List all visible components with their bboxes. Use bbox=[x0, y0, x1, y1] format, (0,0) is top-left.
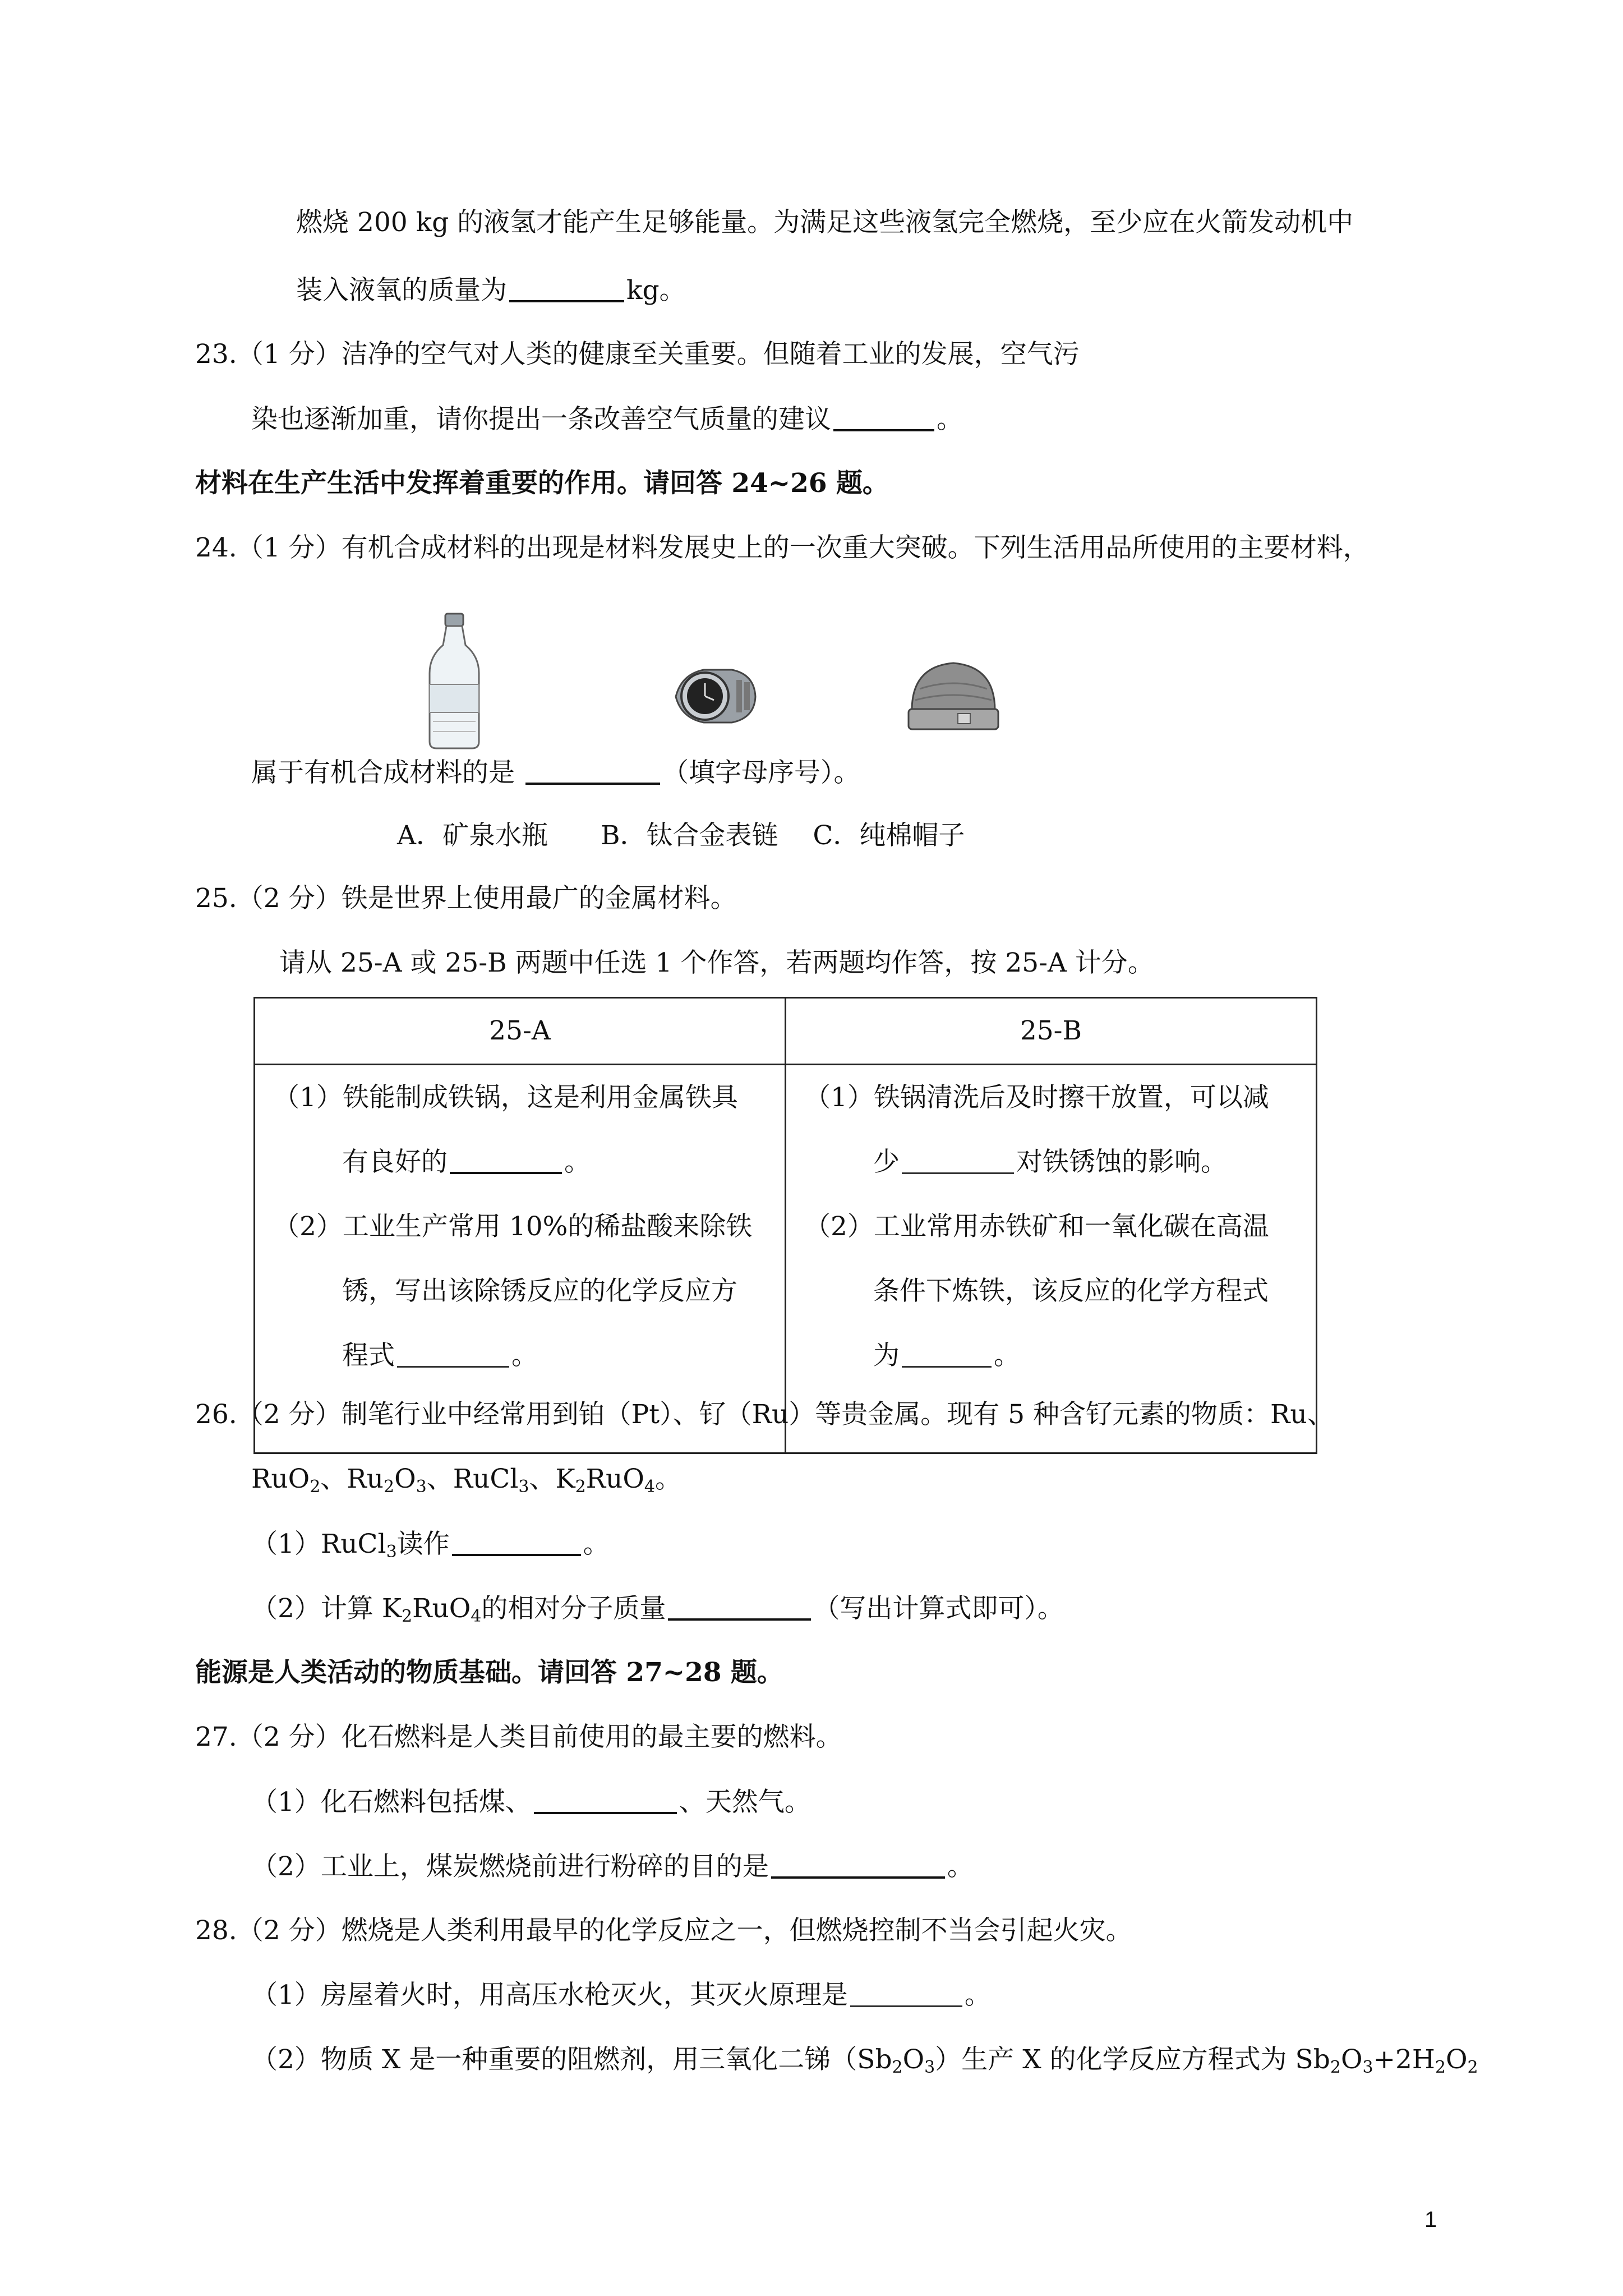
subscript: 2 bbox=[310, 1477, 321, 1497]
subscript: 4 bbox=[471, 1607, 482, 1626]
answer-blank[interactable] bbox=[902, 1339, 992, 1368]
q25a-item2-end: 。 bbox=[511, 1340, 538, 1371]
q25a-item1-line2 bbox=[342, 1130, 591, 1194]
q25a-item2-line1: （2）工业生产常用 10%的稀盐酸来除铁 bbox=[273, 1211, 753, 1242]
formula-text: RuO bbox=[585, 1464, 644, 1494]
page-number: 1 bbox=[1424, 2207, 1437, 2232]
q25-header-b: 25-B bbox=[786, 998, 1317, 1065]
q26-part2 bbox=[251, 1591, 1064, 1626]
q27-part1-end: 、天然气。 bbox=[679, 1787, 811, 1818]
q26-part2-hint: （写出计算式即可）。 bbox=[813, 1593, 1064, 1624]
subscript: 3 bbox=[518, 1477, 529, 1497]
q25a-item1-line1: （1）铁能制成铁锅，这是利用金属铁具 bbox=[273, 1082, 738, 1113]
formula-text: 、K bbox=[529, 1464, 575, 1494]
q27-part2-text: （2）工业上，煤炭燃烧前进行粉碎的目的是 bbox=[251, 1851, 769, 1882]
answer-blank[interactable] bbox=[833, 402, 934, 431]
answer-blank[interactable] bbox=[771, 1849, 945, 1879]
q28-part1-text: （1）房屋着火时，用高压水枪灭火，其灭火原理是 bbox=[251, 1980, 848, 2010]
answer-blank[interactable] bbox=[452, 1527, 581, 1556]
formula-text: O bbox=[394, 1464, 416, 1494]
q25-line2: 请从 25-A 或 25-B 两题中任选 1 个作答，若两题均作答，按 25-A 计分。 bbox=[279, 947, 1154, 978]
q25-line1: 25.（2 分）铁是世界上使用最广的金属材料。 bbox=[195, 883, 737, 914]
answer-blank[interactable] bbox=[902, 1145, 1014, 1174]
q24-line2 bbox=[251, 756, 860, 790]
subscript: 3 bbox=[386, 1542, 397, 1562]
subscript: 3 bbox=[1362, 2058, 1373, 2077]
section-heading-energy: 能源是人类活动的物质基础。请回答 27~28 题。 bbox=[195, 1657, 783, 1688]
subscript: 2 bbox=[892, 2058, 903, 2077]
subscript: 3 bbox=[416, 1477, 427, 1497]
q28-part2 bbox=[251, 2043, 1478, 2077]
q22-line2-unit: kg。 bbox=[626, 275, 686, 306]
q26-part1 bbox=[251, 1527, 610, 1561]
q25a-item1-text: 有良好的 bbox=[342, 1147, 448, 1177]
formula-text: 、RuCl bbox=[426, 1464, 519, 1494]
answer-blank[interactable] bbox=[397, 1339, 509, 1368]
answer-blank[interactable] bbox=[525, 756, 660, 785]
q25-choice-table bbox=[253, 997, 1317, 1454]
q27-part2-end: 。 bbox=[947, 1851, 974, 1882]
q23-line2 bbox=[251, 402, 963, 436]
q25-col-b bbox=[786, 1065, 1317, 1453]
q22-line2 bbox=[296, 273, 686, 307]
q23-line1: 23.（1 分）洁净的空气对人类的健康至关重要。但随着工业的发展，空气污 bbox=[195, 339, 1080, 370]
q26-part1-text: （1）RuCl bbox=[251, 1529, 386, 1559]
q28-part1 bbox=[251, 1978, 991, 2012]
q26-line1: 26.（2 分）制笔行业中经常用到铂（Pt）、钌（Ru）等贵金属。现有 5 种含钌元素的物质：Ru、 bbox=[195, 1399, 1334, 1430]
formula-text: 、Ru bbox=[320, 1464, 384, 1494]
answer-blank[interactable] bbox=[668, 1591, 811, 1621]
q27-part1-text: （1）化石燃料包括煤、 bbox=[251, 1787, 532, 1818]
q25b-item1-end: 对铁锈蚀的影响。 bbox=[1016, 1147, 1227, 1177]
q25-header-a: 25-A bbox=[255, 998, 786, 1065]
q25a-item2-text: 程式 bbox=[342, 1340, 395, 1371]
answer-blank[interactable] bbox=[509, 273, 624, 302]
q28-part1-end: 。 bbox=[964, 1980, 991, 2010]
q25-col-a bbox=[255, 1065, 786, 1453]
section-heading-materials: 材料在生产生活中发挥着重要的作用。请回答 24~26 题。 bbox=[195, 468, 889, 499]
answer-blank[interactable] bbox=[534, 1785, 677, 1814]
q25b-item2-text: 为 bbox=[873, 1340, 900, 1371]
q27-part2 bbox=[251, 1849, 974, 1884]
formula-text: RuO bbox=[251, 1464, 310, 1494]
knit-hat-icon bbox=[903, 655, 1004, 734]
water-bottle-icon bbox=[421, 611, 488, 752]
subscript: 2 bbox=[401, 1607, 413, 1626]
q27-line1: 27.（2 分）化石燃料是人类目前使用的最主要的燃料。 bbox=[195, 1722, 842, 1752]
q26-part2-text: （2）计算 K bbox=[251, 1593, 402, 1624]
q26-part2-text: RuO bbox=[412, 1593, 471, 1624]
q25a-item1-end: 。 bbox=[564, 1147, 591, 1177]
q25b-item2-line2: 条件下炼铁，该反应的化学方程式 bbox=[873, 1276, 1269, 1306]
subscript: 2 bbox=[383, 1477, 395, 1497]
q22-line1: 燃烧 200 kg 的液氢才能产生足够能量。为满足这些液氢完全燃烧，至少应在火箭发动机中 bbox=[296, 207, 1354, 238]
answer-blank[interactable] bbox=[450, 1145, 562, 1174]
q28-part2-text: （2）物质 X 是一种重要的阻燃剂，用三氧化二锑（Sb bbox=[251, 2044, 892, 2075]
q25b-item2-line3 bbox=[873, 1323, 1020, 1388]
q26-part1-text: 读作 bbox=[396, 1529, 450, 1559]
q26-part1-end: 。 bbox=[583, 1529, 610, 1559]
q24-line2-text: 属于有机合成材料的是 bbox=[251, 757, 523, 788]
subscript: 4 bbox=[644, 1477, 655, 1497]
q28-part2-text: O bbox=[902, 2044, 925, 2075]
q24-line1: 24.（1 分）有机合成材料的出现是材料发展史上的一次重大突破。下列生活用品所使用的主要材料， bbox=[195, 532, 1370, 563]
q26-formulas bbox=[251, 1462, 681, 1496]
q28-part2-text: O bbox=[1445, 2044, 1468, 2075]
q27-part1 bbox=[251, 1785, 811, 1819]
q28-part2-text: ）生产 X 的化学反应方程式为 Sb bbox=[935, 2044, 1330, 2075]
q25a-item2-line2: 锈，写出该除锈反应的化学反应方 bbox=[342, 1276, 737, 1306]
q25b-item2-line1: （2）工业常用赤铁矿和一氧化碳在高温 bbox=[804, 1211, 1269, 1242]
q28-part2-text: O bbox=[1340, 2044, 1363, 2075]
subscript: 2 bbox=[1467, 2058, 1478, 2077]
answer-blank[interactable] bbox=[850, 1978, 962, 2007]
q25a-item2-line3 bbox=[342, 1323, 538, 1388]
subscript: 2 bbox=[1435, 2058, 1446, 2077]
q26-part2-text: 的相对分子质量 bbox=[481, 1593, 666, 1624]
q22-line2-text: 装入液氧的质量为 bbox=[296, 275, 507, 306]
q28-line1: 28.（2 分）燃烧是人类利用最早的化学反应之一，但燃烧控制不当会引起火灾。 bbox=[195, 1915, 1132, 1946]
subscript: 2 bbox=[1330, 2058, 1341, 2077]
q25b-item1-line1: （1）铁锅清洗后及时擦干放置，可以减 bbox=[804, 1082, 1269, 1113]
q25b-item1-text: 少 bbox=[873, 1147, 900, 1177]
subscript: 3 bbox=[924, 2058, 935, 2077]
subscript: 2 bbox=[575, 1477, 586, 1497]
q24-options: A．矿泉水瓶 B．钛合金表链 C．纯棉帽子 bbox=[397, 820, 965, 851]
q23-line2-end: 。 bbox=[937, 404, 963, 435]
q24-line2-hint: （填字母序号）。 bbox=[662, 757, 860, 788]
q23-line2-text: 染也逐渐加重，请你提出一条改善空气质量的建议 bbox=[251, 404, 831, 435]
wristwatch-icon bbox=[670, 657, 760, 730]
q25b-item1-line2 bbox=[873, 1130, 1227, 1194]
q25b-item2-end: 。 bbox=[994, 1340, 1020, 1371]
formula-text: 。 bbox=[654, 1464, 681, 1494]
q28-part2-text: +2H bbox=[1373, 2044, 1435, 2075]
